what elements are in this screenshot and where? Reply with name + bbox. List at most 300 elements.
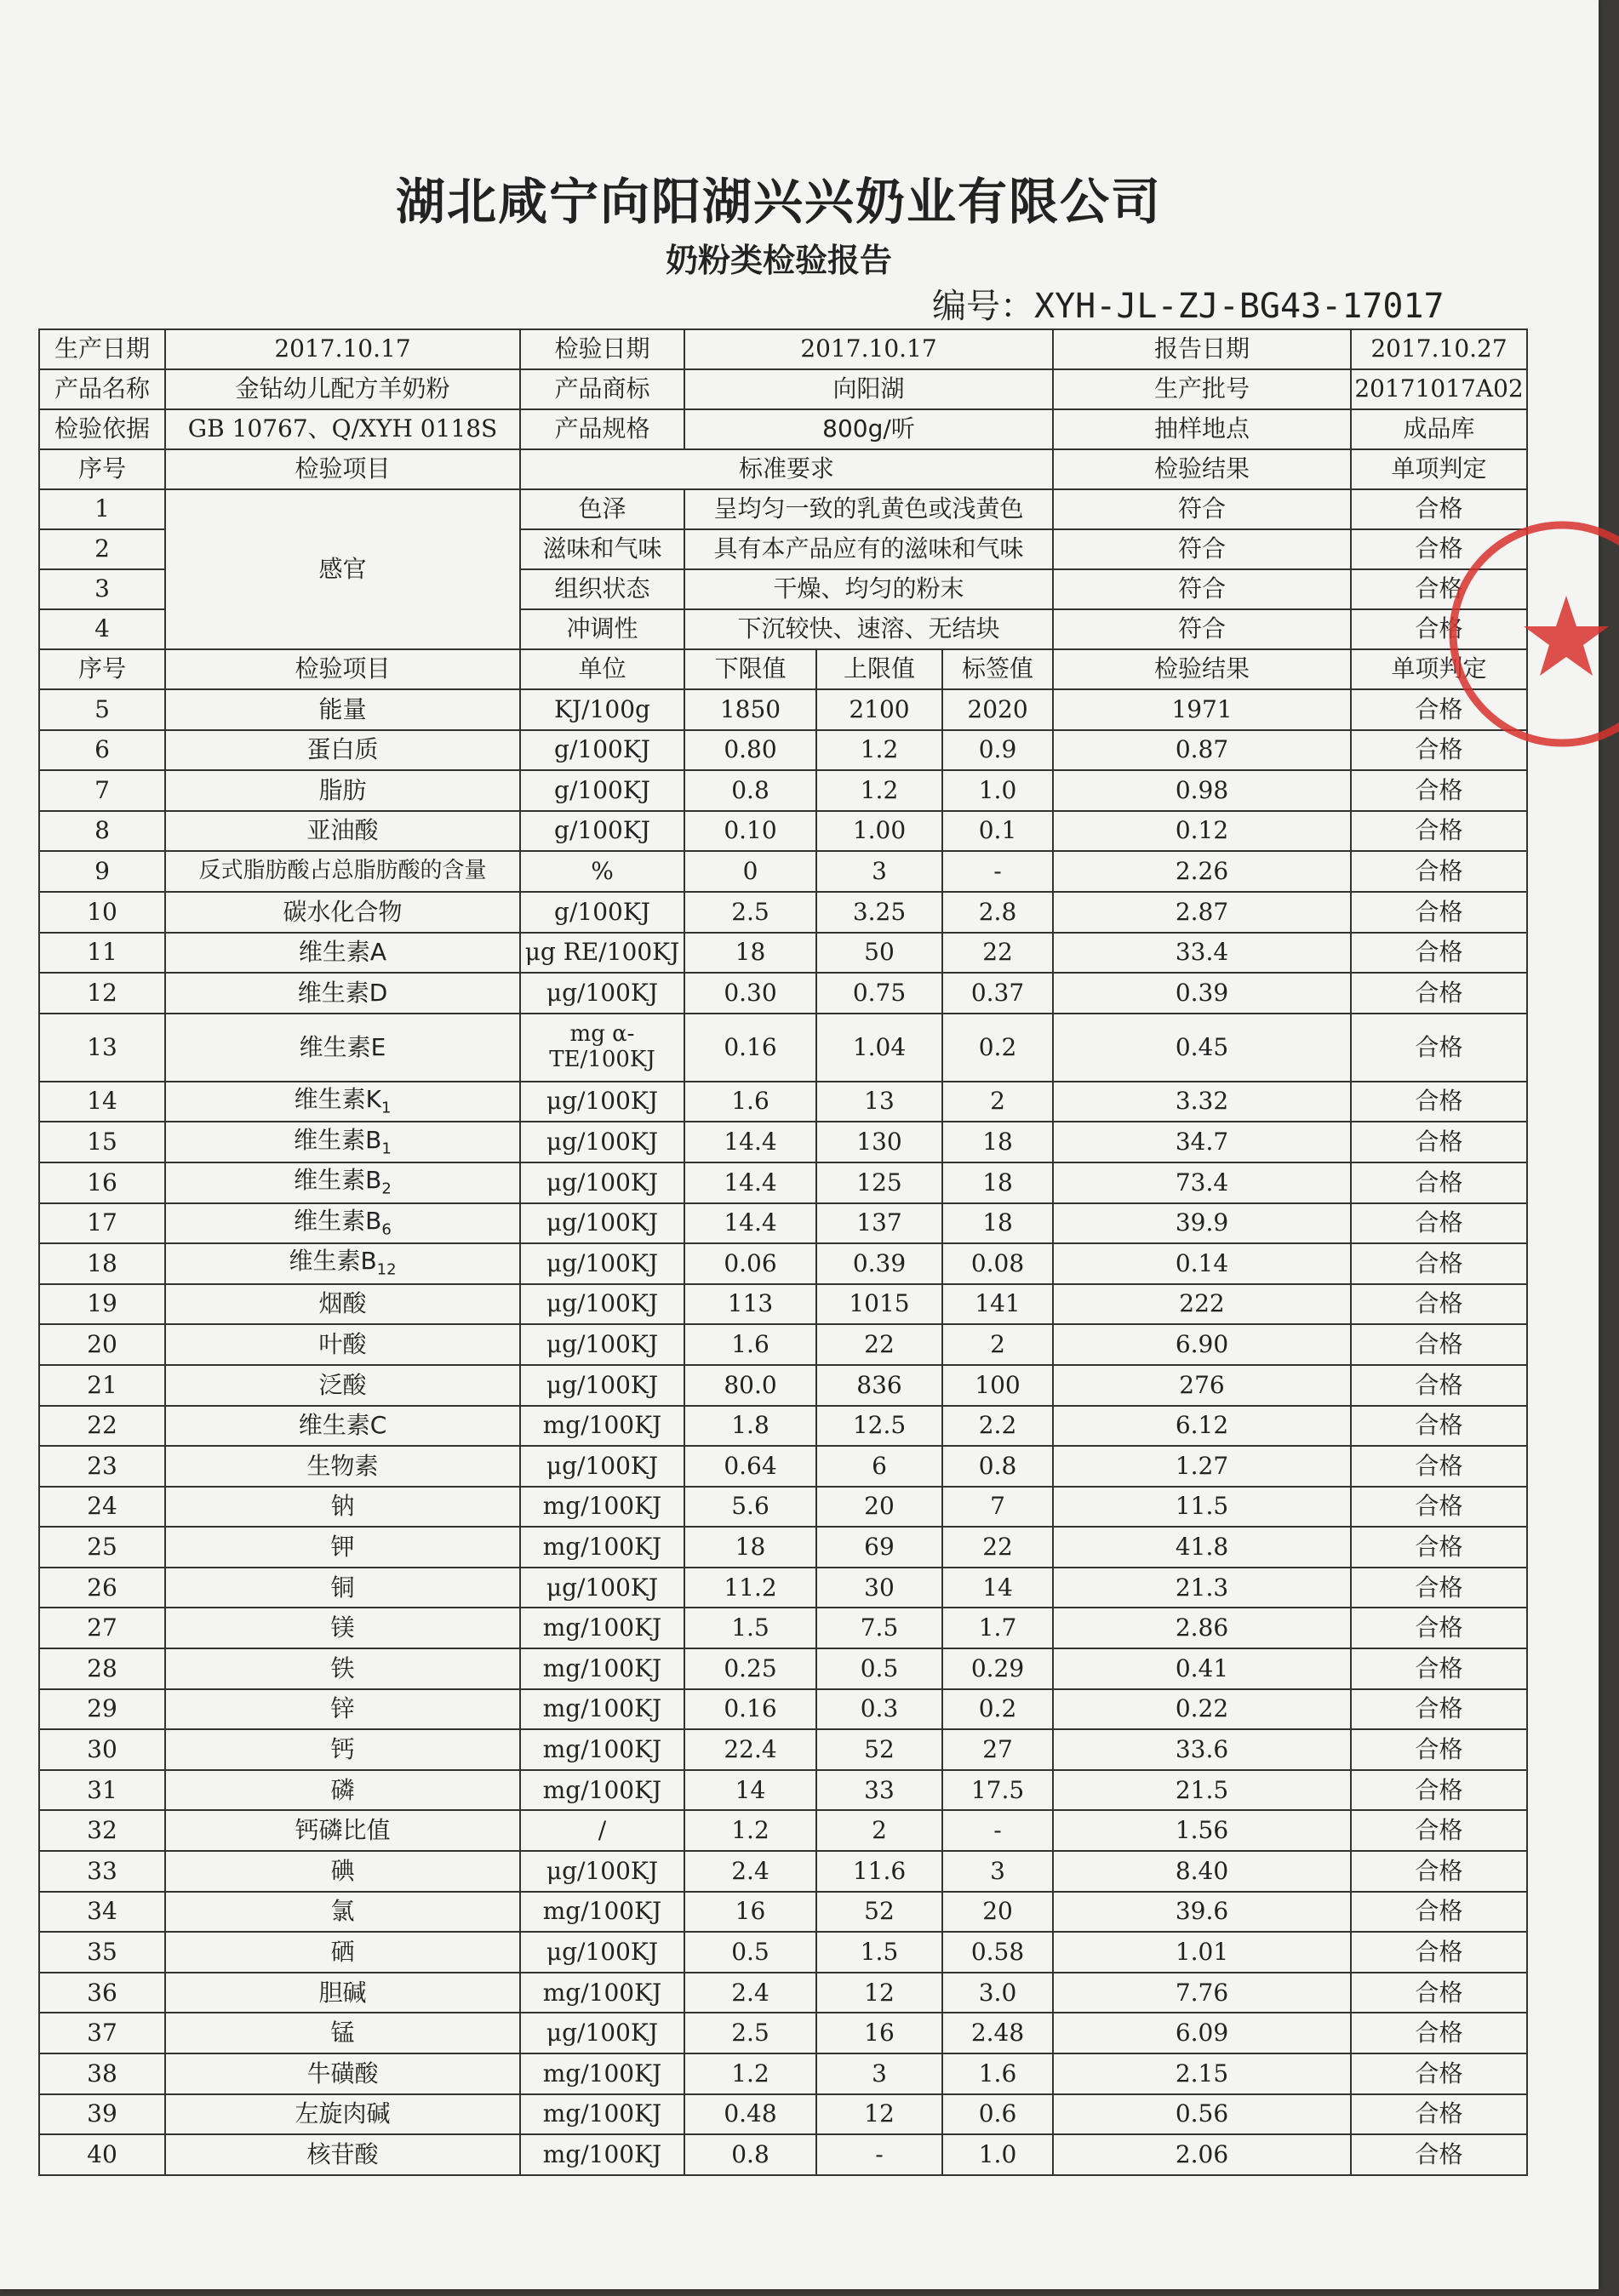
nutrient-row [39, 730, 1527, 771]
sensory-judge: 合格 [1351, 489, 1527, 529]
nutrient-lower: 1850 [684, 689, 816, 730]
sensory-row [39, 489, 1527, 529]
nutrient-result: 0.56 [1053, 2094, 1351, 2135]
nutrient-result: 2.06 [1053, 2134, 1351, 2175]
nutrient-row [39, 1122, 1527, 1162]
sensory-standard: 具有本产品应有的滋味和气味 [684, 529, 1053, 569]
basis: GB 10767、Q/XYH 0118S [165, 409, 520, 449]
nutrient-lower: 11.2 [684, 1568, 816, 1608]
sensory-standard: 呈均匀一致的乳黄色或浅黄色 [684, 489, 1053, 529]
sensory-result: 符合 [1053, 489, 1351, 529]
inspection-table [38, 328, 1528, 2176]
nutrient-judge: 合格 [1351, 689, 1527, 730]
product-name: 金钻幼儿配方羊奶粉 [165, 369, 520, 409]
nutrient-result: 11.5 [1053, 1487, 1351, 1528]
nutrient-item: 能量 [165, 689, 520, 730]
row-no: 39 [39, 2094, 165, 2135]
nutrient-unit: mg/100KJ [520, 1487, 684, 1528]
nutrient-label-value: 18 [942, 1162, 1053, 1203]
row-no: 18 [39, 1243, 165, 1284]
nutrient-label-value: 7 [942, 1487, 1053, 1528]
nutrient-lower: 2.4 [684, 1851, 816, 1892]
nutrient-row [39, 1284, 1527, 1325]
nutrient-label-value: 22 [942, 1527, 1053, 1568]
prod-date: 2017.10.17 [165, 329, 520, 369]
nutrient-row [39, 1014, 1527, 1082]
nutrient-upper: 2 [816, 1810, 942, 1851]
nutrient-judge: 合格 [1351, 2134, 1527, 2175]
nutrient-label-value: 1.0 [942, 2134, 1053, 2175]
nutrient-label-value: 2.2 [942, 1406, 1053, 1447]
nutrient-judge: 合格 [1351, 1973, 1527, 2013]
col-lower-header: 下限值 [684, 649, 816, 689]
nutrient-judge: 合格 [1351, 1243, 1527, 1284]
nutrient-item: 碳水化合物 [165, 892, 520, 933]
nutrient-result: 6.90 [1053, 1324, 1351, 1365]
nutrient-item-subscript: 12 [376, 1260, 397, 1279]
sensory-judge: 合格 [1351, 609, 1527, 649]
nutrient-judge: 合格 [1351, 1487, 1527, 1528]
nutrient-result: 1971 [1053, 689, 1351, 730]
nutrient-lower: 0.25 [684, 1648, 816, 1689]
nutrient-row [39, 1487, 1527, 1528]
row-no: 29 [39, 1689, 165, 1730]
col-no-header: 序号 [39, 649, 165, 689]
nutrient-result: 6.09 [1053, 2013, 1351, 2053]
nutrient-judge: 合格 [1351, 933, 1527, 974]
nutrient-lower: 0.48 [684, 2094, 816, 2135]
nutrient-unit: g/100KJ [520, 770, 684, 811]
nutrient-upper: 50 [816, 933, 942, 974]
nutrient-label-value: 22 [942, 933, 1053, 974]
test-date: 2017.10.17 [684, 329, 1053, 369]
nutrient-result: 276 [1053, 1365, 1351, 1406]
nutrient-item: 铜 [165, 1568, 520, 1608]
sensory-judge: 合格 [1351, 529, 1527, 569]
nutrient-upper: 1.2 [816, 770, 942, 811]
nutrient-result: 2.86 [1053, 1608, 1351, 1648]
nutrient-lower: 14 [684, 1770, 816, 1811]
nutrient-row [39, 1729, 1527, 1770]
nutrient-judge: 合格 [1351, 1689, 1527, 1730]
nutrient-result: 39.9 [1053, 1203, 1351, 1244]
spec-label: 产品规格 [520, 409, 684, 449]
row-no: 31 [39, 1770, 165, 1811]
nutrient-item: 镁 [165, 1608, 520, 1648]
row-no: 12 [39, 973, 165, 1014]
nutrient-upper: 52 [816, 1729, 942, 1770]
nutrient-item [165, 1082, 520, 1122]
row-no: 36 [39, 1973, 165, 2013]
nutrient-label-value: 2.48 [942, 2013, 1053, 2053]
nutrient-result: 33.4 [1053, 933, 1351, 974]
row-no: 24 [39, 1487, 165, 1528]
nutrient-result: 34.7 [1053, 1122, 1351, 1162]
nutrient-upper: 0.75 [816, 973, 942, 1014]
row-no: 38 [39, 2053, 165, 2094]
nutrient-judge: 合格 [1351, 1527, 1527, 1568]
sensory-judge: 合格 [1351, 569, 1527, 609]
nutrient-upper: 69 [816, 1527, 942, 1568]
nutrient-unit: mg/100KJ [520, 1527, 684, 1568]
nutrient-unit: mg/100KJ [520, 2053, 684, 2094]
nutrient-lower: 0.16 [684, 1014, 816, 1082]
row-no: 16 [39, 1162, 165, 1203]
nutrient-upper: 7.5 [816, 1608, 942, 1648]
nutrient-lower: 16 [684, 1892, 816, 1933]
nutrient-item: 钠 [165, 1487, 520, 1528]
nutrient-upper: 0.5 [816, 1648, 942, 1689]
nutrient-lower: 18 [684, 933, 816, 974]
nutrient-result: 0.14 [1053, 1243, 1351, 1284]
report-date-label: 报告日期 [1053, 329, 1351, 369]
nutrient-row [39, 1082, 1527, 1122]
nutrient-item: 磷 [165, 1770, 520, 1811]
nutrient-item: 生物素 [165, 1446, 520, 1487]
nutrient-label-value: - [942, 1810, 1053, 1851]
nutrient-label-value: 141 [942, 1284, 1053, 1325]
nutrient-judge: 合格 [1351, 811, 1527, 852]
nutrient-item: 维生素C [165, 1406, 520, 1447]
sensory-standard: 下沉较快、速溶、无结块 [684, 609, 1053, 649]
nutrient-result: 33.6 [1053, 1729, 1351, 1770]
nutrient-result: 222 [1053, 1284, 1351, 1325]
nutrient-row [39, 892, 1527, 933]
info-row-3 [39, 409, 1527, 449]
nutrient-unit: mg/100KJ [520, 1689, 684, 1730]
nutrient-unit: mg/100KJ [520, 1770, 684, 1811]
row-no: 37 [39, 2013, 165, 2053]
nutrient-unit: mg/100KJ [520, 1973, 684, 2013]
nutrient-upper: 0.39 [816, 1243, 942, 1284]
row-no: 14 [39, 1082, 165, 1122]
nutrient-judge: 合格 [1351, 1810, 1527, 1851]
row-no: 10 [39, 892, 165, 933]
nutrient-item [165, 1243, 520, 1284]
nutrient-lower: 0.8 [684, 2134, 816, 2175]
nutrient-unit: μg/100KJ [520, 1365, 684, 1406]
nutrient-lower: 0.30 [684, 973, 816, 1014]
nutrient-item: 锌 [165, 1689, 520, 1730]
nutrient-result: 1.56 [1053, 1810, 1351, 1851]
report-number: 编号：XYH-JL-ZJ-BG43-17017 [932, 287, 1445, 326]
nutrient-lower: 0.06 [684, 1243, 816, 1284]
nutrient-upper: 137 [816, 1203, 942, 1244]
nutrient-label-value: 1.0 [942, 770, 1053, 811]
row-no: 23 [39, 1446, 165, 1487]
nutrient-lower: 14.4 [684, 1122, 816, 1162]
nutrient-lower: 0.10 [684, 811, 816, 852]
row-no: 32 [39, 1810, 165, 1851]
nutrient-lower: 1.6 [684, 1082, 816, 1122]
nutrient-row [39, 851, 1527, 892]
nutrient-judge: 合格 [1351, 1162, 1527, 1203]
nutrient-judge: 合格 [1351, 1648, 1527, 1689]
nutrient-lower: 2.5 [684, 2013, 816, 2053]
nutrient-judge: 合格 [1351, 1932, 1527, 1973]
nutrient-unit: mg α-TE/100KJ [520, 1014, 684, 1082]
report-date: 2017.10.27 [1351, 329, 1527, 369]
nutrient-label-value: 0.9 [942, 730, 1053, 771]
nutrient-judge: 合格 [1351, 1365, 1527, 1406]
nutrient-upper: 1.04 [816, 1014, 942, 1082]
row-no: 11 [39, 933, 165, 974]
nutrient-judge: 合格 [1351, 1122, 1527, 1162]
test-date-label: 检验日期 [520, 329, 684, 369]
info-row-1 [39, 329, 1527, 369]
nutrient-label-value: 0.08 [942, 1243, 1053, 1284]
nutrient-item: 叶酸 [165, 1324, 520, 1365]
nutrient-unit: / [520, 1810, 684, 1851]
nutrient-label-value: 0.8 [942, 1446, 1053, 1487]
nutrient-result: 1.27 [1053, 1446, 1351, 1487]
basis-label: 检验依据 [39, 409, 165, 449]
nutrient-label-value: 18 [942, 1122, 1053, 1162]
nutrient-label-value: 18 [942, 1203, 1053, 1244]
row-no: 4 [39, 609, 165, 649]
nutrient-label-value: 0.1 [942, 811, 1053, 852]
nutrient-upper: 30 [816, 1568, 942, 1608]
col-unit-header: 单位 [520, 649, 684, 689]
row-no: 5 [39, 689, 165, 730]
row-no: 34 [39, 1892, 165, 1933]
nutrient-item-subscript: 6 [381, 1220, 392, 1239]
nutrient-row [39, 770, 1527, 811]
nutrient-item: 核苷酸 [165, 2134, 520, 2175]
nutrient-upper: 125 [816, 1162, 942, 1203]
row-no: 40 [39, 2134, 165, 2175]
nutrient-label-value: 0.58 [942, 1932, 1053, 1973]
nutrient-unit: μg/100KJ [520, 1851, 684, 1892]
sensory-result: 符合 [1053, 529, 1351, 569]
nutrient-unit: μg RE/100KJ [520, 933, 684, 974]
nutrient-result: 21.5 [1053, 1770, 1351, 1811]
sample-place: 成品库 [1351, 409, 1527, 449]
nutrient-unit: KJ/100g [520, 689, 684, 730]
row-no: 27 [39, 1608, 165, 1648]
nutrient-label-value: 0.2 [942, 1014, 1053, 1082]
nutrient-upper: 52 [816, 1892, 942, 1933]
nutrient-judge: 合格 [1351, 1284, 1527, 1325]
nutrient-row [39, 1689, 1527, 1730]
nutrient-upper: 3 [816, 851, 942, 892]
row-no: 28 [39, 1648, 165, 1689]
nutrient-lower: 80.0 [684, 1365, 816, 1406]
nutrient-item: 维生素D [165, 973, 520, 1014]
nutrient-unit: μg/100KJ [520, 2013, 684, 2053]
col-judge-header: 单项判定 [1351, 449, 1527, 489]
nutrient-row [39, 933, 1527, 974]
row-no: 7 [39, 770, 165, 811]
nutrient-result: 39.6 [1053, 1892, 1351, 1933]
sensory-result: 符合 [1053, 609, 1351, 649]
nutrient-label-value: 1.6 [942, 2053, 1053, 2094]
nutrient-result: 0.87 [1053, 730, 1351, 771]
sensory-item: 组织状态 [520, 569, 684, 609]
nutrient-item: 胆碱 [165, 1973, 520, 2013]
nutrient-lower: 1.6 [684, 1324, 816, 1365]
nutrient-item: 硒 [165, 1932, 520, 1973]
batch-number: 20171017A02 [1351, 369, 1527, 409]
sensory-standard: 干燥、均匀的粉末 [684, 569, 1053, 609]
sensory-item: 滋味和气味 [520, 529, 684, 569]
nutrient-judge: 合格 [1351, 1324, 1527, 1365]
nutrient-row [39, 1365, 1527, 1406]
row-no: 9 [39, 851, 165, 892]
nutrient-unit: % [520, 851, 684, 892]
nutrient-unit: mg/100KJ [520, 1729, 684, 1770]
nutrient-judge: 合格 [1351, 1729, 1527, 1770]
nutrient-label-value: 3 [942, 1851, 1053, 1892]
brand-label: 产品商标 [520, 369, 684, 409]
nutrient-unit: μg/100KJ [520, 1203, 684, 1244]
nutrient-result: 2.87 [1053, 892, 1351, 933]
nutrient-result: 0.41 [1053, 1648, 1351, 1689]
nutrient-unit: μg/100KJ [520, 1284, 684, 1325]
nutrient-result: 73.4 [1053, 1162, 1351, 1203]
nutrient-row [39, 2013, 1527, 2053]
nutrient-lower: 5.6 [684, 1487, 816, 1528]
nutrient-judge: 合格 [1351, 1446, 1527, 1487]
brand: 向阳湖 [684, 369, 1053, 409]
nutrient-judge: 合格 [1351, 1014, 1527, 1082]
nutrient-upper: 3.25 [816, 892, 942, 933]
row-no: 6 [39, 730, 165, 771]
nutrient-lower: 1.5 [684, 1608, 816, 1648]
nutrient-result: 0.39 [1053, 973, 1351, 1014]
nutrient-item: 钙磷比值 [165, 1810, 520, 1851]
nutrient-upper: 1015 [816, 1284, 942, 1325]
col-judge-header: 单项判定 [1351, 649, 1527, 689]
nutrient-item: 左旋肉碱 [165, 2094, 520, 2135]
col-label-header: 标签值 [942, 649, 1053, 689]
nutrient-unit: mg/100KJ [520, 2134, 684, 2175]
nutrient-upper: 12 [816, 2094, 942, 2135]
nutrient-row [39, 689, 1527, 730]
nutrient-upper: 12 [816, 1973, 942, 2013]
nutrient-lower: 0 [684, 851, 816, 892]
row-no: 2 [39, 529, 165, 569]
nutrient-row [39, 811, 1527, 852]
nutrient-item-name: 维生素B [289, 1247, 377, 1276]
row-no: 30 [39, 1729, 165, 1770]
nutrient-judge: 合格 [1351, 2094, 1527, 2135]
nutrient-item-name: 维生素B [294, 1125, 382, 1154]
row-no: 22 [39, 1406, 165, 1447]
nutrient-upper: 3 [816, 2053, 942, 2094]
nutrient-label-value: 0.29 [942, 1648, 1053, 1689]
nutrient-item: 反式脂肪酸占总脂肪酸的含量 [165, 851, 520, 892]
row-no: 3 [39, 569, 165, 609]
nutrient-label-value: 3.0 [942, 1973, 1053, 2013]
col-upper-header: 上限值 [816, 649, 942, 689]
sensory-item: 冲调性 [520, 609, 684, 649]
nutrient-unit: μg/100KJ [520, 973, 684, 1014]
nutrient-result: 6.12 [1053, 1406, 1351, 1447]
nutrient-item-subscript: 1 [381, 1139, 392, 1158]
nutrient-judge: 合格 [1351, 892, 1527, 933]
nutrient-lower: 1.2 [684, 1810, 816, 1851]
nutrient-result: 21.3 [1053, 1568, 1351, 1608]
nutrient-item-name: 维生素K [294, 1084, 381, 1113]
nutrient-lower: 0.8 [684, 770, 816, 811]
nutrient-judge: 合格 [1351, 851, 1527, 892]
nutrient-row [39, 1648, 1527, 1689]
nutrient-row [39, 1527, 1527, 1568]
nutrient-result: 2.15 [1053, 2053, 1351, 2094]
nutrient-row [39, 1770, 1527, 1811]
nutrient-judge: 合格 [1351, 1851, 1527, 1892]
nutrient-result: 0.12 [1053, 811, 1351, 852]
row-no: 21 [39, 1365, 165, 1406]
nutrient-item: 维生素A [165, 933, 520, 974]
nutrient-result: 8.40 [1053, 1851, 1351, 1892]
row-no: 17 [39, 1203, 165, 1244]
nutrient-result: 1.01 [1053, 1932, 1351, 1973]
nutrient-lower: 14.4 [684, 1203, 816, 1244]
spec: 800g/听 [684, 409, 1053, 449]
sensory-result: 符合 [1053, 569, 1351, 609]
nutrient-item-name: 维生素B [294, 1166, 382, 1195]
row-no: 19 [39, 1284, 165, 1325]
nutrient-item-subscript: 1 [380, 1099, 392, 1117]
nutrient-unit: mg/100KJ [520, 1892, 684, 1933]
nutrient-upper: 22 [816, 1324, 942, 1365]
nutrient-row [39, 1203, 1527, 1244]
nutrient-label-value: 14 [942, 1568, 1053, 1608]
nutrient-upper: 0.3 [816, 1689, 942, 1730]
nutrient-label-value: 100 [942, 1365, 1053, 1406]
row-no: 20 [39, 1324, 165, 1365]
nutrient-upper: - [816, 2134, 942, 2175]
nutrient-upper: 130 [816, 1122, 942, 1162]
nutrient-upper: 1.5 [816, 1932, 942, 1973]
nutrient-item: 脂肪 [165, 770, 520, 811]
nutrient-label-value: 27 [942, 1729, 1053, 1770]
nutrient-unit: mg/100KJ [520, 1648, 684, 1689]
nutrient-upper: 1.2 [816, 730, 942, 771]
nutrient-judge: 合格 [1351, 2013, 1527, 2053]
nutrient-label-value: 1.7 [942, 1608, 1053, 1648]
nutrient-lower: 22.4 [684, 1729, 816, 1770]
nutrient-unit: μg/100KJ [520, 1324, 684, 1365]
sample-label: 抽样地点 [1053, 409, 1351, 449]
nutrient-result: 0.45 [1053, 1014, 1351, 1082]
nutrient-label-value: 0.37 [942, 973, 1053, 1014]
col-no-header: 序号 [39, 449, 165, 489]
col-item-header: 检验项目 [165, 649, 520, 689]
nutrient-unit: μg/100KJ [520, 1932, 684, 1973]
nutrient-lower: 0.5 [684, 1932, 816, 1973]
nutrient-upper: 836 [816, 1365, 942, 1406]
batch-label: 生产批号 [1053, 369, 1351, 409]
nutrient-row [39, 1324, 1527, 1365]
nutrient-upper: 33 [816, 1770, 942, 1811]
row-no: 1 [39, 489, 165, 529]
row-no: 26 [39, 1568, 165, 1608]
row-no: 35 [39, 1932, 165, 1973]
nutrient-unit: g/100KJ [520, 892, 684, 933]
nutrient-result: 3.32 [1053, 1082, 1351, 1122]
nutrient-item: 亚油酸 [165, 811, 520, 852]
nutrient-upper: 16 [816, 2013, 942, 2053]
nutrient-row [39, 2094, 1527, 2135]
nutrient-item: 泛酸 [165, 1365, 520, 1406]
nutrient-judge: 合格 [1351, 1082, 1527, 1122]
nutrient-judge: 合格 [1351, 770, 1527, 811]
nutrient-judge: 合格 [1351, 730, 1527, 771]
nutrient-item: 烟酸 [165, 1284, 520, 1325]
